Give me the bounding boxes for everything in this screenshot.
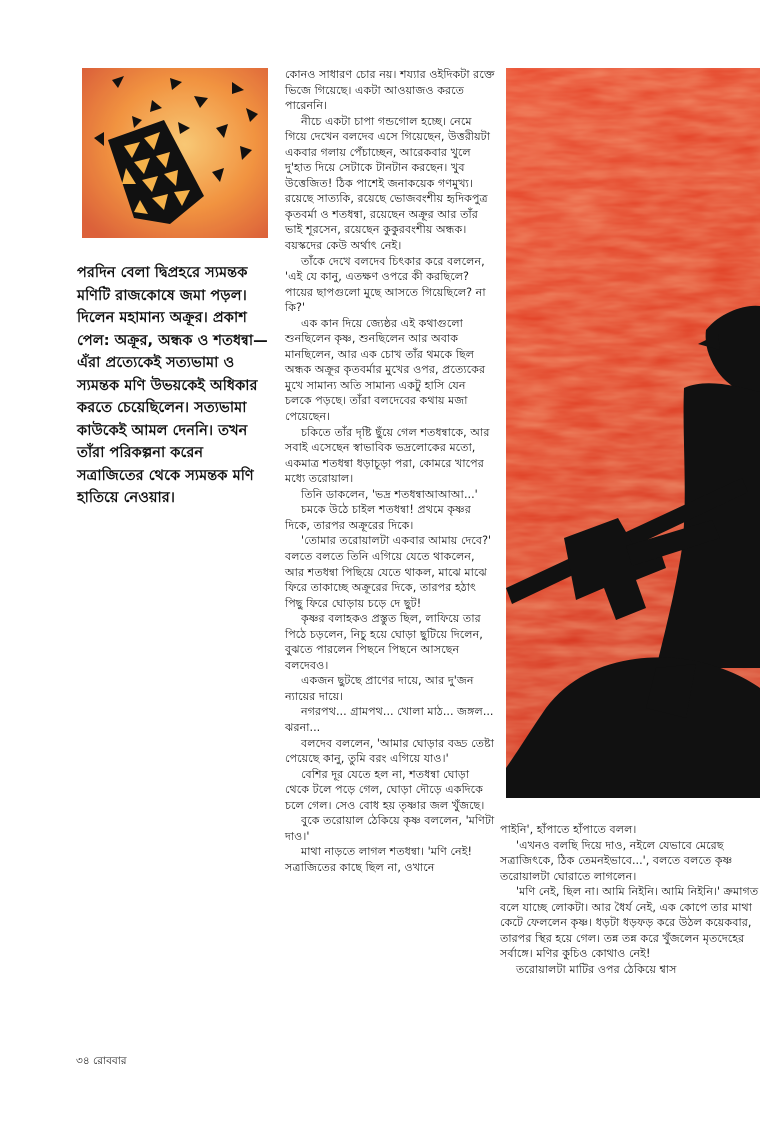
story-text-middle-column xyxy=(285,67,495,875)
pull-quote: পরদিন বেলা দ্বিপ্রহরে স্যমন্তক মণিটি রাজকোষে জমা পড়ল। দিলেন মহামান্য অক্রূর। প্রকাশ পেল: অক্রূর, অন্ধক ও শতধন্বা— এঁরা প্রত্যেকেই সত্যভামা ও স্যমন্তক মণি উভয়কেই অধিকার করতে চেয়েছিলেন। সত্যভামা কাউকেই আমল দেননি। তখন তাঁরা পরিকল্পনা করেন সত্রাজিতের থেকে স্যমন্তক মণি হাতিয়ে নেওয়ার। xyxy=(77,264,268,506)
paragraph: বলদেব বললেন, 'আমার ঘোড়ার বড্ড তেষ্টা পেয়েছে কানু, তুমি বরং এগিয়ে যাও।' xyxy=(285,736,494,766)
paragraph: তাঁকে দেখে বলদেব চিৎকার করে বললেন, 'এই যে কানু, এতক্ষণ ওপরে কী করছিলে? পায়ের ছাপগুলো মুছে আসতে গিয়েছিলে? না কি?' xyxy=(285,254,486,315)
story-text-right-column xyxy=(500,822,762,977)
section-name: রোববার xyxy=(92,1055,127,1067)
paragraph: নীচে একটা চাপা গন্ডগোল হচ্ছে। নেমে গিয়ে দেখেন বলদেব এসে গিয়েছেন, উত্তরীয়টা একবার গলায় পেঁচাচ্ছেন, আরেকবার খুলে দু'হাত দিয়ে সেটাকে টানটান করছেন। খুব উত্তেজিত! ঠিক পাশেই জনাকয়েক গণমুখ্য। রয়েছে সাত্যকি, রয়েছে ভোজবংশীয় হৃদিকপুত্র কৃতবর্মা ও শতধন্বা, রয়েছেন অক্রূর আর তাঁর ভাই শূরসেন, রয়েছেন কুকুরবংশীয় অন্ধক। বয়স্কদের কেউ অর্থাৎ নেই। xyxy=(285,114,491,253)
paragraph: 'তোমার তরোয়ালটা একবার আমায় দেবে?' বলতে বলতে তিনি এগিয়ে যেতে থাকলেন, আর শতধন্বা পিছিয়ে যেতে থাকল, মাঝে মাঝে ফিরে তাকাচ্ছে অক্রূরের দিকে, তারপর হঠাৎ পিছু ফিরে ঘোড়ায় চড়ে দে ছুট! xyxy=(285,534,492,610)
paragraph: চকিতে তাঁর দৃষ্টি ছুঁয়ে গেল শতধন্বাকে, আর সবাই এসেছেন স্বাভাবিক ভদ্রলোকের মতো, একমাত্র শতধন্বা ধড়াচূড়া পরা, কোমরে খাপের মধ্যে তরোয়াল। xyxy=(285,425,490,486)
paragraph: কোনও সাধারণ চোর নয়। শয্যার ওইদিকটা রক্তে ভিজে গিয়েছে। একটা আওয়াজও করতে পারেননি। xyxy=(285,68,495,113)
horse-rider-silhouette-artwork-image xyxy=(506,68,760,798)
paragraph: বুকে তরোয়াল ঠেকিয়ে কৃষ্ণ বললেন, 'মণিটা দাও।' xyxy=(285,814,495,843)
paragraph: বেশির দূর যেতে হল না, শতধন্বা ঘোড়া থেকে টলে পড়ে গেল, ঘোড়া দৌড়ে একদিকে চলে গেল। সেও বোধ হয় তৃষ্ণার জল খুঁজছে। xyxy=(285,767,485,812)
paragraph: 'মণি নেই, ছিল না। আমি নিইনি। আমি নিইনি।' ক্রমাগত বলে যাচ্ছে লোকটা। আর ধৈর্য নেই, এক কোপে তার মাথা কেটে ফেললেন কৃষ্ণ। ধড়টা ধড়ফড় করে উঠল কয়েকবার, তারপর স্থির হয়ে গেল। তন্ন তন্ন করে খুঁজলেন মৃতদেহের সর্বাঙ্গে। মণির কুচিও কোথাও নেই! xyxy=(500,885,759,961)
page-number: ৩৪ xyxy=(76,1055,90,1067)
paragraph: তিনি ডাকলেন, 'ভদ্র শতধন্বাআআআ...' xyxy=(301,487,478,501)
paragraph: 'এখনও বলছি দিয়ে দাও, নইলে যেভাবে মেরেছ সত্রাজিৎকে, ঠিক তেমনইভাবে...', বলতে বলতে কৃষ্ণ তরোয়ালটা ঘোরাতে লাগলেন। xyxy=(500,838,733,883)
paragraph: একজন ছুটছে প্রাণের দায়ে, আর দু'জন ন্যায়ের দায়ে। xyxy=(285,674,474,703)
page-footer xyxy=(76,1054,127,1071)
paragraph: কৃষ্ণর বলাহকও প্রস্তুত ছিল, লাফিয়ে তার পিঠে চড়লেন, নিচু হয়ে ঘোড়া ছুটিয়ে দিলেন, বুঝতে পারলেন পিছনে পিছনে আসছেন বলদেবও। xyxy=(285,612,483,672)
paragraph: তরোয়ালটা মাটির ওপর ঠেকিয়ে শ্বাস xyxy=(516,962,677,976)
triangle-artwork-image xyxy=(82,68,268,238)
paragraph: নগরপথ... গ্রামপথ... খোলা মাঠ... জঙ্গল... ঝরনা... xyxy=(285,705,494,734)
paragraph: এক কান দিয়ে জ্যেষ্ঠর এই কথাগুলো শুনছিলেন কৃষ্ণ, শুনছিলেন আর অবাক মানছিলেন, আর এক চোখ তাঁর থমকে ছিল অন্ধক অক্রূর কৃতবর্মার মুখের ওপর, প্রত্যেকের মুখে সামান্য অতি সামান্য একটু হাসি যেন চলকে পড়ছে। তাঁরা বলদেবের কথায় মজা পেয়েছেন। xyxy=(285,316,486,424)
paragraph: পাইনি', হাঁপাতে হাঁপাতে বলল। xyxy=(500,823,637,836)
paragraph: মাথা নাড়তে লাগল শতধন্বা। 'মণি নেই! সত্রাজিতের কাছে ছিল না, ওখানে xyxy=(285,845,473,874)
paragraph: চমকে উঠে চাইল শতধন্বা! প্রথমে কৃষ্ণর দিকে, তারপর অক্রূরের দিকে। xyxy=(285,503,471,532)
